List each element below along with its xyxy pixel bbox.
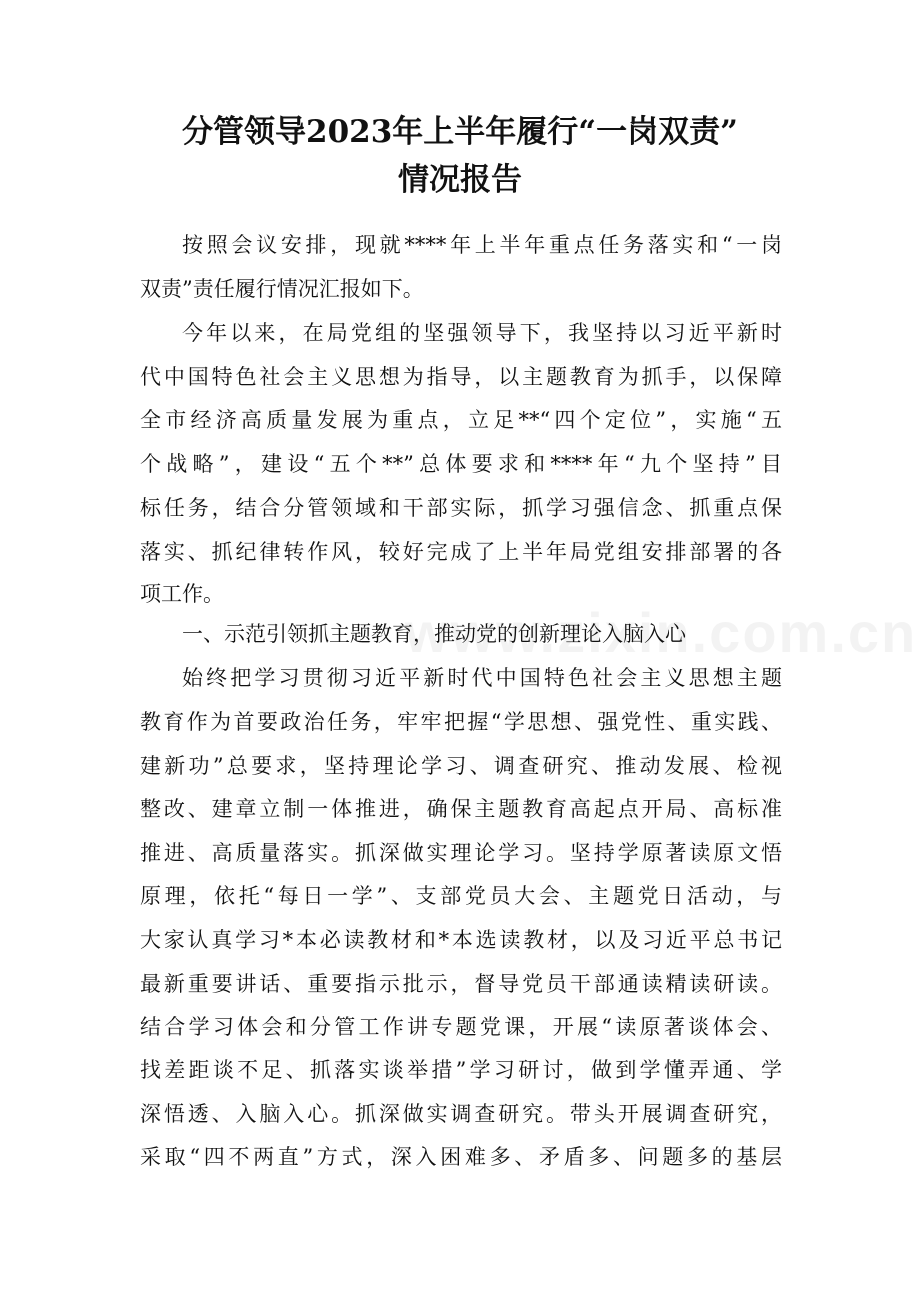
body-line: 代中国特色社会主义思想为指导，以主题教育为抓手，以保障 — [140, 365, 782, 389]
body-line: 最新重要讲话、重要指示批示，督导党员干部通读精读研读。 — [140, 972, 782, 996]
body-line: 始终把学习贯彻习近平新时代中国特色社会主义思想主题 — [182, 666, 782, 690]
body-line: 今年以来，在局党组的坚强领导下，我坚持以习近平新时 — [182, 321, 782, 345]
document-title-line-2: 情况报告 — [398, 162, 522, 198]
body-line: 项工作。 — [140, 582, 224, 606]
body-line: 整改、建章立制一体推进，确保主题教育高起点开局、高标准 — [140, 797, 782, 821]
body-line: 采取“四不两直”方式，深入困难多、矛盾多、问题多的基层 — [140, 1145, 782, 1169]
body-line: 找差距谈不足、抓落实谈举措”学习研讨，做到学懂弄通、学 — [140, 1058, 782, 1082]
body-line: 落实、抓纪律转作风，较好完成了上半年局党组安排部署的各 — [140, 540, 782, 564]
body-line: 标任务，结合分管领域和干部实际，抓学习强信念、抓重点保 — [140, 496, 782, 520]
body-line: 建新功”总要求，坚持理论学习、调查研究、推动发展、检视 — [140, 754, 782, 778]
body-line: 按照会议安排，现就****年上半年重点任务落实和“一岗 — [182, 233, 782, 257]
body-line: 大家认真学习*本必读教材和*本选读教材，以及习近平总书记 — [140, 928, 782, 952]
body-line: 深悟透、入脑入心。抓深做实调查研究。带头开展调查研究， — [140, 1102, 782, 1126]
document-title-line-1: 分管领导2023年上半年履行“一岗双责” — [182, 114, 738, 150]
body-line: 个战略”，建设“五个**”总体要求和****年“九个坚持”目 — [140, 452, 782, 476]
body-line: 教育作为首要政治任务，牢牢把握“学思想、强党性、重实践、 — [140, 710, 782, 734]
body-line: 全市经济高质量发展为重点，立足**“四个定位”，实施“五 — [140, 408, 782, 432]
body-line: 结合学习体会和分管工作讲专题党课，开展“读原著谈体会、 — [140, 1015, 782, 1039]
body-line: 推进、高质量落实。抓深做实理论学习。坚持学原著读原文悟 — [140, 841, 782, 865]
body-line: 原理，依托“每日一学”、支部党员大会、主题党日活动，与 — [140, 884, 782, 908]
body-line: 双责”责任履行情况汇报如下。 — [140, 277, 424, 301]
section-heading: 一、示范引领抓主题教育，推动党的创新理论入脑入心 — [182, 622, 686, 646]
